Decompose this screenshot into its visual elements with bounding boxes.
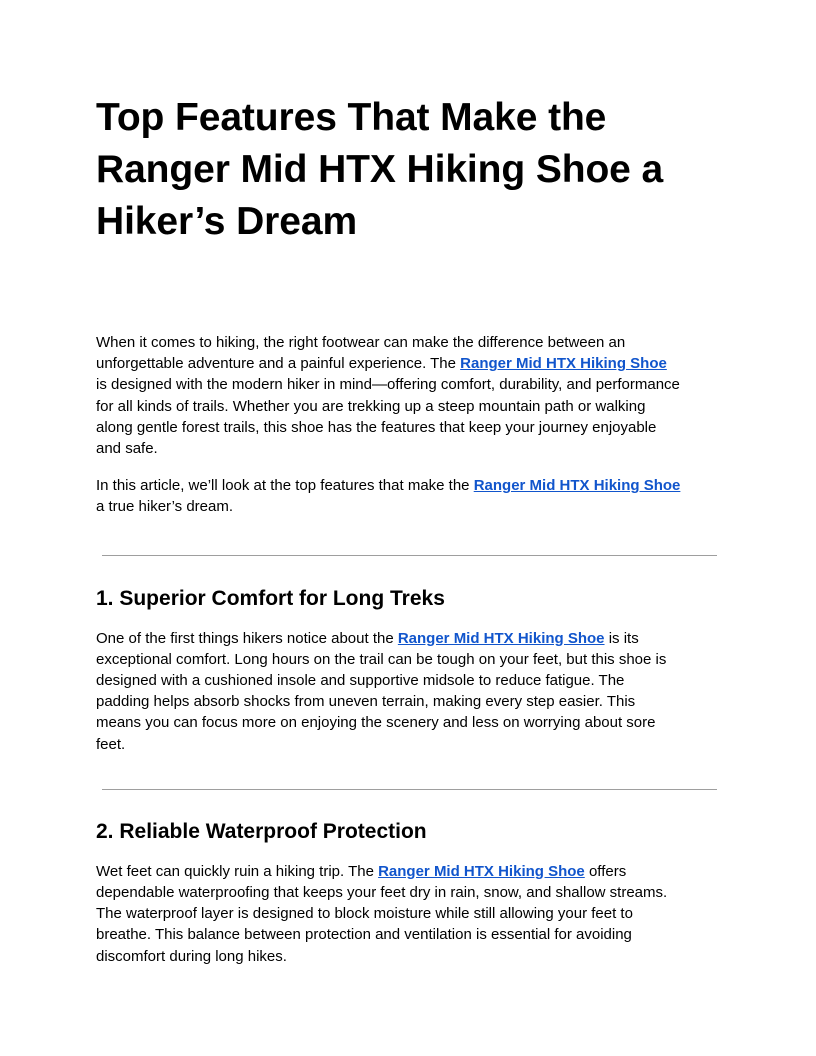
section-divider [102,555,717,556]
text-line [96,861,724,882]
text-line: When it comes to hiking, the right footwear can make the difference between an [96,334,626,351]
text-line: is designed with the modern hiker in mind—offering comfort, durability, and performance [96,376,680,394]
text-line: for all kinds of trails. Whether you are trekking up a steep mountain path or walking [96,397,646,415]
text-line: padding helps absorb shocks from uneven terrain, making every step easier. This [96,693,636,711]
text-line: means you can focus more on enjoying the scenery and less on worrying about sore [96,714,656,732]
section1-paragraph [96,628,724,755]
text-segment: unforgettable adventure and a painful experience. The [96,355,461,373]
section-divider [102,789,717,790]
intro-paragraph-2 [96,475,724,517]
section-heading: 1. Superior Comfort for Long Treks [96,586,445,610]
text-line: a true hiker’s dream. [96,498,234,516]
text-line: along gentle forest trails, this shoe has the features that keep your journey enjoyable [96,418,657,436]
text-segment: offers [584,862,627,880]
text-line [96,628,724,649]
text-line: breathe. This balance between protection and ventilation is essential for avoiding [96,926,632,944]
text-line [96,475,724,496]
text-line: and safe. [96,440,158,458]
text-segment: In this article, we’ll look at the top features that make the [96,477,474,495]
text-line: feet. [96,735,126,753]
page-title [96,92,726,248]
title-line: Top Features That Make the [96,96,607,139]
title-line: Ranger Mid HTX Hiking Shoe a [96,148,664,191]
product-link[interactable]: Ranger Mid HTX Hiking Shoe [460,355,667,373]
text-line: designed with a cushioned insole and supportive midsole to reduce fatigue. The [96,672,625,690]
text-line: The waterproof layer is designed to block moisture while still allowing your feet to [96,905,633,923]
product-link[interactable]: Ranger Mid HTX Hiking Shoe [397,629,605,647]
text-segment: Wet feet can quickly ruin a hiking trip. The [96,862,379,880]
text-line: discomfort during long hikes. [96,947,287,965]
section2-paragraph [96,861,724,967]
text-segment: One of the first things hikers notice about the [96,629,398,647]
title-line: Hiker’s Dream [96,200,358,243]
product-link[interactable]: Ranger Mid HTX Hiking Shoe [473,477,681,495]
section-heading: 2. Reliable Waterproof Protection [96,819,427,843]
text-segment: is its [604,629,639,647]
text-line [96,353,724,374]
document-content [96,92,726,967]
product-link[interactable]: Ranger Mid HTX Hiking Shoe [378,862,585,880]
text-line: dependable waterproofing that keeps your feet dry in rain, snow, and shallow streams. [96,884,668,902]
text-line: exceptional comfort. Long hours on the trail can be tough on your feet, but this shoe is [96,650,667,668]
intro-paragraph [96,332,724,459]
